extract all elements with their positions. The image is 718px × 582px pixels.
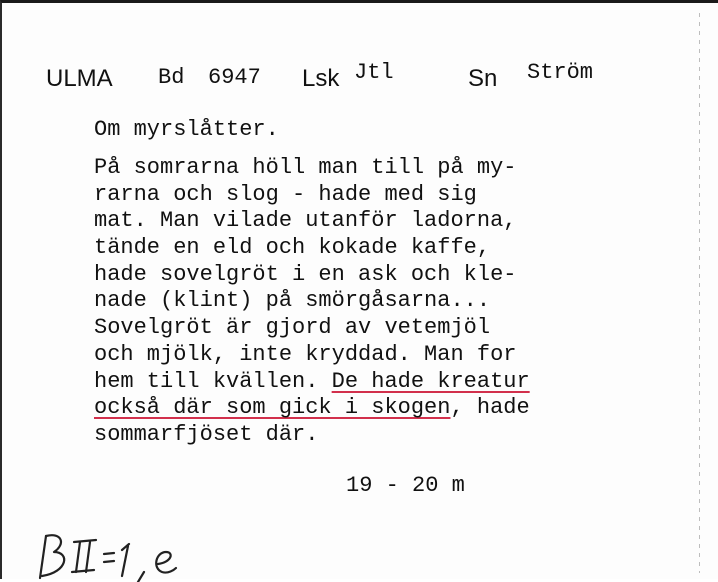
- underlined-text: också där som gick i skogen: [94, 395, 451, 421]
- body-line: På somrarna höll man till på my-: [94, 155, 517, 180]
- handwritten-annotation-signature: [32, 528, 222, 582]
- body-line: tände en eld och kokade kaffe,: [94, 235, 491, 261]
- body-line: [94, 395, 530, 422]
- archive-name: ULMA: [46, 65, 113, 92]
- body-line: sommarfjöset där.: [94, 421, 319, 447]
- record-title: Om myrslåtter.: [94, 117, 279, 142]
- body-line: rarna och slog - hade med sig: [94, 181, 477, 207]
- lsk-value: Jtl: [354, 60, 394, 85]
- bd-label: Bd: [158, 65, 185, 90]
- record-body: [94, 155, 530, 449]
- lsk-label: Lsk: [302, 65, 340, 92]
- body-line: hade sovelgröt i en ask och kle-: [94, 261, 517, 287]
- sn-label: Sn: [468, 65, 498, 92]
- body-line: nade (klint) på smörgåsarna...: [94, 288, 491, 314]
- card-edge-marks: [699, 13, 700, 573]
- body-line: [94, 369, 530, 396]
- body-text-segment: hem till kvällen.: [94, 368, 332, 394]
- record-date: 19 - 20 m: [346, 473, 465, 498]
- underlined-text: De hade kreatur: [331, 368, 530, 394]
- body-line: mat. Man vilade utanför ladorna,: [94, 208, 517, 234]
- body-text-segment: , hade: [450, 395, 530, 421]
- body-line: Sovelgröt är gjord av vetemjöl: [94, 315, 491, 341]
- bd-number: 6947: [208, 65, 261, 90]
- body-line: och mjölk, inte kryddad. Man for: [94, 341, 517, 367]
- sn-value: Ström: [527, 60, 594, 85]
